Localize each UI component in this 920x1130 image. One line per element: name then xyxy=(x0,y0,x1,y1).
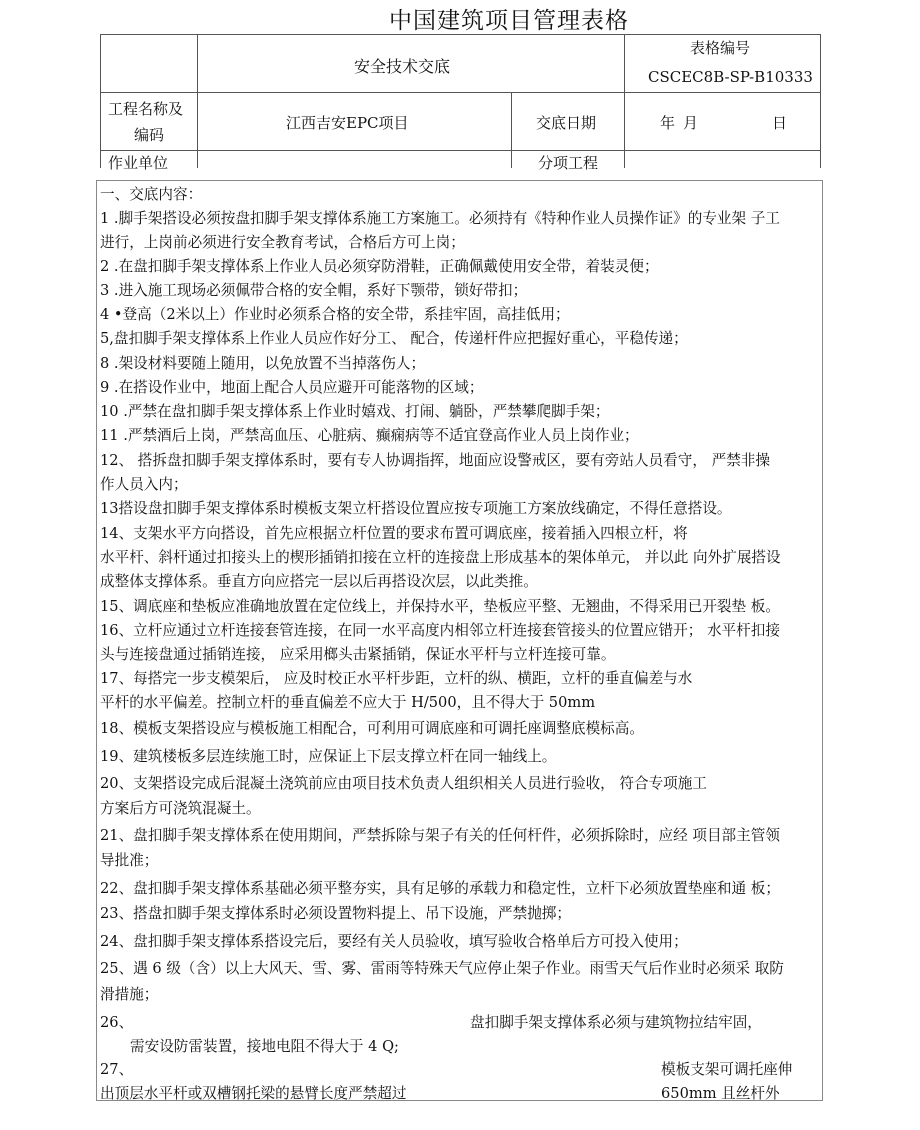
content-line: 模板支架可调托座伸 xyxy=(661,1061,793,1078)
date-year: 年 xyxy=(660,114,676,132)
content-line: 成整体支撑体系。垂直方向应搭完一层以后再搭设次层，以此类推。 xyxy=(100,573,538,590)
content-line: 一、交底内容： xyxy=(100,186,203,203)
content-line: 滑措施； xyxy=(100,986,159,1003)
content-line: 12、 搭拆盘扣脚手架支撑体系时，要有专人协调指挥，地面应设警戒区，要有旁站人员看守， 严禁非操 xyxy=(100,452,770,469)
content-line: 22、盘扣脚手架支撑体系基础必须平整夯实，具有足够的承载力和稳定性，立杆下必须放置垫座和通 板； xyxy=(100,880,780,897)
content-line: 25、遇 6 级（含）以上大风天、雪、雾、雷雨等特殊天气应停止架子作业。雨雪天气后作业时必须采 取防 xyxy=(100,960,784,977)
content-line: 26、 xyxy=(100,1014,134,1031)
content-line: 作人员入内； xyxy=(100,476,188,493)
date-month: 月 xyxy=(683,114,699,132)
content-line: 18、模板支架搭设应与模板施工相配合，可利用可调底座和可调托座调整底模标高。 xyxy=(100,720,644,737)
subitem-label: 分项工程 xyxy=(538,154,599,172)
content-line: 9 .在搭设作业中，地面上配合人员应避开可能落物的区域； xyxy=(100,379,484,396)
content-line: 方案后方可浇筑混凝土。 xyxy=(100,800,261,817)
content-line: 14、支架水平方向搭设，首先应根据立杆位置的要求布置可调底座，接着插入四根立杆，将 xyxy=(100,525,688,542)
content-line: 2 .在盘扣脚手架支撑体系上作业人员必须穿防滑鞋，正确佩戴使用安全带，着装灵便； xyxy=(100,258,659,275)
content-line: 4 •登高（2米以上）作业时必须系合格的安全带，系挂牢固，高挂低用； xyxy=(100,306,570,323)
content-line: 导批准； xyxy=(100,852,159,869)
doc-title: 安全技术交底 xyxy=(354,57,451,76)
content-line: 头与连接盘通过插销连接， 应采用榔头击紧插销，保证水平杆与立杆连接可靠。 xyxy=(100,646,616,663)
content-line: 出顶层水平杆或双槽钢托梁的悬臂长度严禁超过 xyxy=(100,1085,407,1102)
content-line: 650mm 且丝杆外 xyxy=(661,1085,780,1102)
content-line: 13搭设盘扣脚手架支撑体系时模板支架立杆搭设位置应按专项施工方案放线确定，不得任意搭设。 xyxy=(100,500,732,517)
project-label-line1: 工程名称及 xyxy=(108,100,184,118)
content-line: 21、盘扣脚手架支撑体系在使用期间，严禁拆除与架子有关的任何杆件，必须拆除时，应经 项目部主管领 xyxy=(100,827,780,844)
form-no: CSCEC8B-SP-B10333 xyxy=(648,68,813,86)
content-line: 3 .进入施工现场必须佩带合格的安全帽，系好下颚带，锁好带扣； xyxy=(100,282,528,299)
content-line: 19、建筑楼板多层连续施工时，应保证上下层支撑立杆在同一轴线上。 xyxy=(100,748,557,765)
content-line: 16、立杆应通过立杆连接套管连接，在同一水平高度内相邻立杆连接套管接头的位置应错开； 水平杆扣接 xyxy=(100,622,780,639)
content-line: 10 .严禁在盘扣脚手架支撑体系上作业时嬉戏、打闹、躺卧，严禁攀爬脚手架； xyxy=(100,403,610,420)
content-line: 15、调底座和垫板应准确地放置在定位线上，并保持水平，垫板应平整、无翘曲，不得采用已开裂垫 板。 xyxy=(100,598,780,615)
content-line: 需安设防雷装置，接地电阻不得大于 4 Q; xyxy=(130,1038,399,1055)
content-line: 17、每搭完一步支模架后， 应及时校正水平杆步距，立杆的纵、横距，立杆的垂直偏差与水 xyxy=(100,670,693,687)
page-title: 中国建筑项目管理表格 xyxy=(389,8,629,34)
date-day: 日 xyxy=(772,114,788,132)
project-name: 江西吉安EPC项目 xyxy=(286,114,409,132)
content-line: 20、支架搭设完成后混凝土浇筑前应由项目技术负责人组织相关人员进行验收， 符合专项施工 xyxy=(100,775,707,792)
project-label-line2: 编码 xyxy=(134,126,165,144)
content-line: 进行，上岗前必须进行安全教育考试，合格后方可上岗； xyxy=(100,234,465,251)
content-line: 11 .严禁酒后上岗，严禁高血压、心脏病、癫痫病等不适宜登高作业人员上岗作业； xyxy=(100,427,639,444)
content-line: 23、搭盘扣脚手架支撑体系时必须设置物料提上、吊下设施，严禁抛掷； xyxy=(100,905,571,922)
unit-label: 作业单位 xyxy=(108,154,169,172)
content-line: 24、盘扣脚手架支撑体系搭设完后，要经有关人员验收，填写验收合格单后方可投入使用； xyxy=(100,933,688,950)
date-label: 交底日期 xyxy=(536,114,597,132)
content-line: 27、 xyxy=(100,1061,134,1078)
content-line: 平杆的水平偏差。控制立杆的垂直偏差不应大于 H/500，且不得大于 50mm xyxy=(100,694,596,711)
content-line: 盘扣脚手架支撑体系必须与建筑物拉结牢固， xyxy=(470,1014,762,1031)
content-line: 1 .脚手架搭设必须按盘扣脚手架支撑体系施工方案施工。必须持有《特种作业人员操作证》的专业架 子工 xyxy=(100,210,780,227)
content-line: 水平杆、斜杆通过扣接头上的楔形插销扣接在立杆的连接盘上形成基本的架体单元， 并以此 向外扩展搭设 xyxy=(100,549,781,566)
form-no-label: 表格编号 xyxy=(690,39,751,57)
content-line: 8 .架设材料要随上随用，以免放置不当掉落伤人； xyxy=(100,355,426,372)
content-line: 5,盘扣脚手架支撑体系上作业人员应作好分工、 配合，传递杆件应把握好重心，平稳传递； xyxy=(100,330,688,347)
